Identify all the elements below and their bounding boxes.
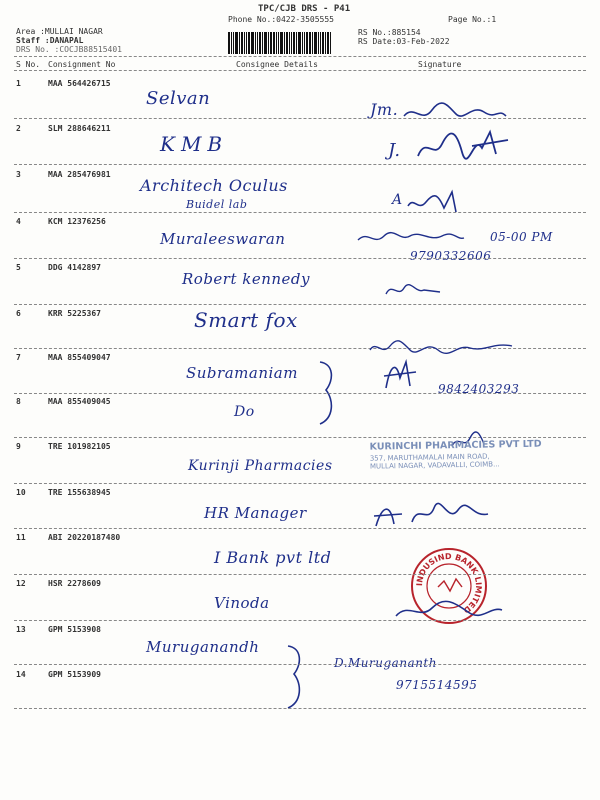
signature-phone: 9790332606 [410,249,492,263]
barcode-bar [327,32,329,54]
barcode-bar [228,32,230,54]
consignee-name: Selvan [146,88,211,109]
header-rule-top [14,56,586,57]
row-divider [14,304,586,305]
barcode-bar [244,32,245,54]
rs-number: RS No.:885154 [358,28,421,37]
header-rule-bottom [14,70,586,71]
row-divider [14,483,586,484]
barcode-bar [246,32,247,54]
barcode-bar [289,32,290,54]
page-number: Page No.:1 [448,15,497,24]
row-sno: 3 [16,170,21,179]
row-divider [14,212,586,213]
barcode-bar [270,32,272,54]
barcode-bar [241,32,243,54]
barcode-bar [239,32,240,54]
signature: Jm. [370,100,399,119]
signature-scribble [380,356,420,392]
row-sno: 9 [16,442,21,451]
company-stamp [370,438,557,499]
row-divider [14,620,586,621]
rs-date: RS Date:03-Feb-2022 [358,37,450,46]
barcode-bar [280,32,283,54]
signature-scribble [394,598,504,622]
consignee-name: Muraleeswaran [160,230,286,248]
row-divider [14,664,586,665]
barcode-bar [284,32,285,54]
barcode-bar [235,32,238,54]
row-divider [14,258,586,259]
barcode-bar [296,32,297,54]
signature-scribble [356,228,466,248]
barcode-bar [325,32,326,54]
barcode-bar [255,32,256,54]
row-sno: 12 [16,579,26,588]
consignee-name: KMB [160,132,229,156]
row-sno: 8 [16,397,21,406]
barcode-bar [293,32,295,54]
row-consignment-no: MAA 285476981 [48,170,111,179]
barcode-bar [312,32,313,54]
barcode-bar [291,32,292,54]
consignee-name: Do [234,404,255,420]
signature-scribble [412,126,512,166]
signature: 05-00 PM [490,230,553,244]
consignee-name: Robert kennedy [182,270,311,288]
phone-number: Phone No.:0422-3505555 [228,15,334,24]
signature: J. [388,140,401,161]
row-consignment-no: TRE 101982105 [48,442,111,451]
row-consignment-no: ABI 20220187480 [48,533,121,542]
row-consignment-no: GPM 5153909 [48,670,101,679]
barcode-bar [248,32,250,54]
row-consignment-no: DDG 4142897 [48,263,101,272]
row-divider [14,574,586,575]
row-sno: 11 [16,533,26,542]
row-sno: 4 [16,217,21,226]
barcode-bar [262,32,263,54]
barcode-bar [330,32,331,54]
row-sno: 5 [16,263,21,272]
row-divider [14,118,586,119]
row-sno: 6 [16,309,21,318]
row-sno: 10 [16,488,26,497]
signature-phone: 9842403293 [438,382,520,396]
barcode-bar [298,32,301,54]
seal-text: INDUSIND BANK LIMITED [414,551,484,615]
row-consignment-no: HSR 2278609 [48,579,101,588]
barcode-bar [314,32,317,54]
signature-scribble [404,188,464,218]
row-sno: 14 [16,670,26,679]
barcode-bar [276,32,277,54]
row-sno: 1 [16,79,21,88]
document-title: TPC/CJB DRS - P41 [258,4,351,14]
area-label: Area :MULLAI NAGAR [16,27,103,36]
row-consignment-no: GPM 5153908 [48,625,101,634]
barcode-bar [259,32,261,54]
barcode-bar [302,32,303,54]
row-divider [14,708,586,709]
row-sno: 2 [16,124,21,133]
barcode-bar [251,32,254,54]
barcode-bar [309,32,311,54]
barcode-bar [257,32,258,54]
barcode-bar [273,32,275,54]
barcode-bar [233,32,234,54]
consignee-name: Subramaniam [186,364,298,382]
barcode [228,32,352,54]
row-consignment-no: SLM 288646211 [48,124,111,133]
stamp-line-3: MULLAI NAGAR, VADAVALLI, COIMB... [369,460,500,471]
consignee-name: Vinoda [214,594,270,612]
signature-scribble [384,280,444,300]
consignee-extra: Buidel lab [186,198,248,211]
signature-scribble [400,98,510,128]
row-divider [14,437,586,438]
signature-scribble [372,498,492,532]
barcode-bar [278,32,279,54]
barcode-bar [318,32,319,54]
consignee-name: Muruganandh [146,638,260,656]
col-sno: S No. [16,60,41,69]
signature-phone: 9715514595 [396,678,478,692]
row-sno: 7 [16,353,21,362]
consignee-name: I Bank pvt ltd [214,548,332,567]
row-consignment-no: KCM 12376256 [48,217,106,226]
barcode-bar [264,32,267,54]
row-sno: 13 [16,625,26,634]
barcode-bar [231,32,232,54]
brace-mark [284,644,308,710]
consignee-name: Smart fox [194,308,298,332]
row-consignment-no: KRR 5225367 [48,309,101,318]
row-consignment-no: TRE 155638945 [48,488,111,497]
barcode-bar [304,32,305,54]
row-divider [14,164,586,165]
barcode-bar [268,32,269,54]
stamp-line-1: KURINCHI PHARMACIES PVT LTD [369,438,542,453]
consignee-name: Kurinji Pharmacies [188,458,333,474]
col-consignment: Consignment No [48,60,116,69]
col-consignee: Consignee Details [236,60,318,69]
drs-number: DRS No. :COCJB88515401 [16,45,122,54]
barcode-bar [306,32,308,54]
row-divider [14,528,586,529]
row-consignment-no: MAA 855409047 [48,353,111,362]
barcode-bar [322,32,324,54]
col-signature: Signature [418,60,462,69]
barcode-bar [286,32,288,54]
consignee-name: HR Manager [204,504,307,522]
row-consignment-no: MAA 855409045 [48,397,111,406]
row-consignment-no: MAA 564426715 [48,79,111,88]
staff-label: Staff :DANAPAL [16,36,84,45]
signature: A [392,192,403,208]
signature: D.Murugananth [334,656,437,670]
stamp-line-2: 357, MARUTHAMALAI MAIN ROAD, [369,452,490,463]
consignee-name: Architech Oculus [140,176,288,195]
barcode-bar [320,32,321,54]
